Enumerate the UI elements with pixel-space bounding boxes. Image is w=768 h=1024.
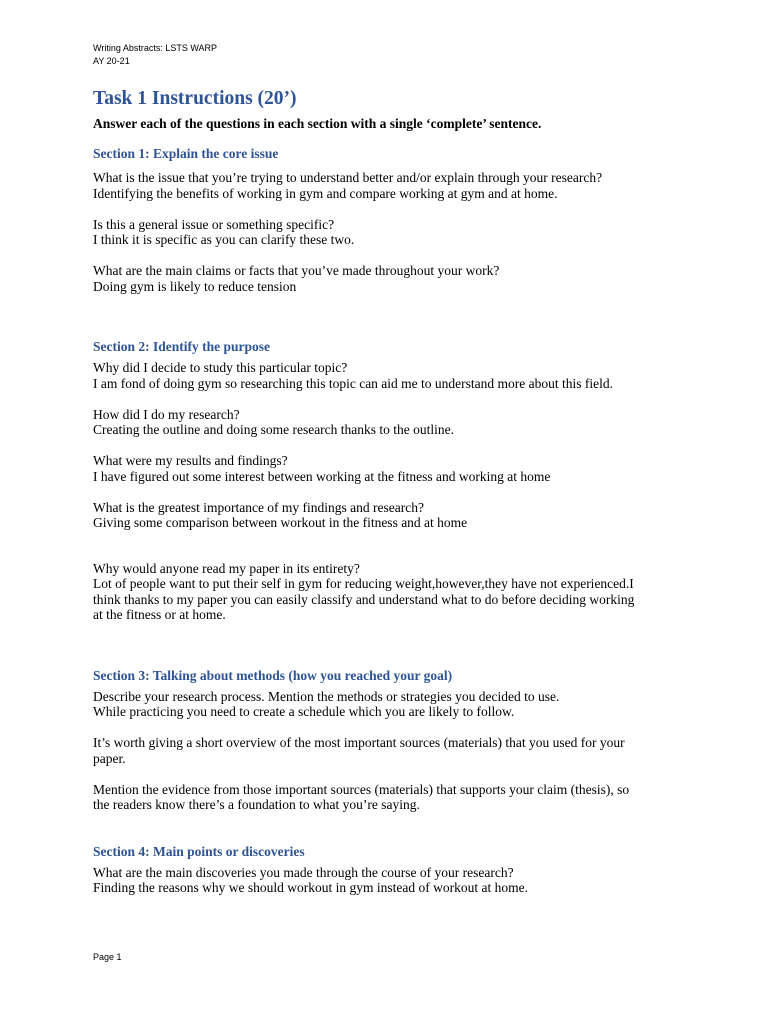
answer-text: think thanks to my paper you can easily classify and understand what to do before deciding working	[93, 591, 635, 607]
question-text: the readers know there’s a foundation to what you’re saying.	[93, 797, 420, 812]
page-title: Task 1 Instructions (20’)	[93, 88, 297, 109]
answer-text: Creating the outline and doing some research thanks to the outline.	[93, 422, 455, 437]
answer-text: Identifying the benefits of working in gym and compare working at gym and at home.	[93, 185, 558, 201]
question-text: Why did I decide to study this particular topic?	[93, 360, 348, 375]
page-number: Page 1	[93, 952, 122, 962]
task-instruction: Answer each of the questions in each section with a single ‘complete’ sentence.	[93, 116, 542, 131]
page-header	[93, 42, 217, 68]
question-text: What is the issue that you’re trying to understand better and/or explain through your research?	[93, 170, 603, 185]
qa-block	[93, 360, 683, 391]
section-3	[93, 667, 683, 813]
section-heading: Section 4: Main points or discoveries	[93, 843, 305, 859]
question-text: Why would anyone read my paper in its entirety?	[93, 560, 360, 576]
question-text: Mention the evidence from those important sources (materials) that supports your claim (thesis), so	[93, 781, 630, 797]
qa-block	[93, 453, 683, 484]
qa-block	[93, 500, 683, 531]
question-text: What are the main claims or facts that you’ve made throughout your work?	[93, 263, 500, 278]
header-year: AY 20-21	[93, 56, 130, 66]
question-text: What is the greatest importance of my findings and research?	[93, 499, 425, 515]
question-text: It’s worth giving a short overview of the most important sources (materials) that you used for your	[93, 735, 625, 750]
section-4	[93, 843, 683, 896]
answer-text: Doing gym is likely to reduce tension	[93, 278, 297, 294]
qa-block	[93, 735, 683, 766]
section-1	[93, 145, 683, 294]
qa-block	[93, 689, 683, 720]
answer-text: Finding the reasons why we should workout in gym instead of workout at home.	[93, 880, 528, 895]
qa-block	[93, 407, 683, 438]
section-heading: Section 1: Explain the core issue	[93, 146, 279, 161]
section-heading: Section 3: Talking about methods (how you reached your goal)	[93, 667, 453, 683]
answer-text: I have figured out some interest between working at the fitness and working at home	[93, 468, 551, 484]
answer-text: I am fond of doing gym so researching this topic can aid me to understand more about this field.	[93, 375, 614, 391]
answer-text: Lot of people want to put their self in gym for reducing weight,however,they have not experienced.I	[93, 576, 634, 591]
header-course: Writing Abstracts: LSTS WARP	[93, 43, 218, 53]
answer-text: While practicing you need to create a schedule which you are likely to follow.	[93, 704, 515, 719]
document-body	[93, 86, 683, 896]
section-heading: Section 2: Identify the purpose	[93, 339, 271, 354]
qa-block	[93, 170, 683, 201]
qa-block	[93, 263, 683, 294]
question-text: What were my results and findings?	[93, 453, 288, 468]
question-text: Describe your research process. Mention the methods or strategies you decided to use.	[93, 688, 560, 704]
question-text: Is this a general issue or something specific?	[93, 216, 335, 232]
question-text: What are the main discoveries you made through the course of your research?	[93, 864, 514, 880]
answer-text: at the fitness or at home.	[93, 607, 226, 622]
qa-block	[93, 782, 683, 813]
question-text: paper.	[93, 750, 126, 766]
qa-block	[93, 561, 683, 623]
answer-text: I think it is specific as you can clarify these two.	[93, 232, 355, 247]
qa-block	[93, 865, 683, 896]
question-text: How did I do my research?	[93, 406, 240, 422]
section-2	[93, 338, 683, 623]
answer-text: Giving some comparison between workout in the fitness and at home	[93, 515, 468, 530]
qa-block	[93, 217, 683, 248]
